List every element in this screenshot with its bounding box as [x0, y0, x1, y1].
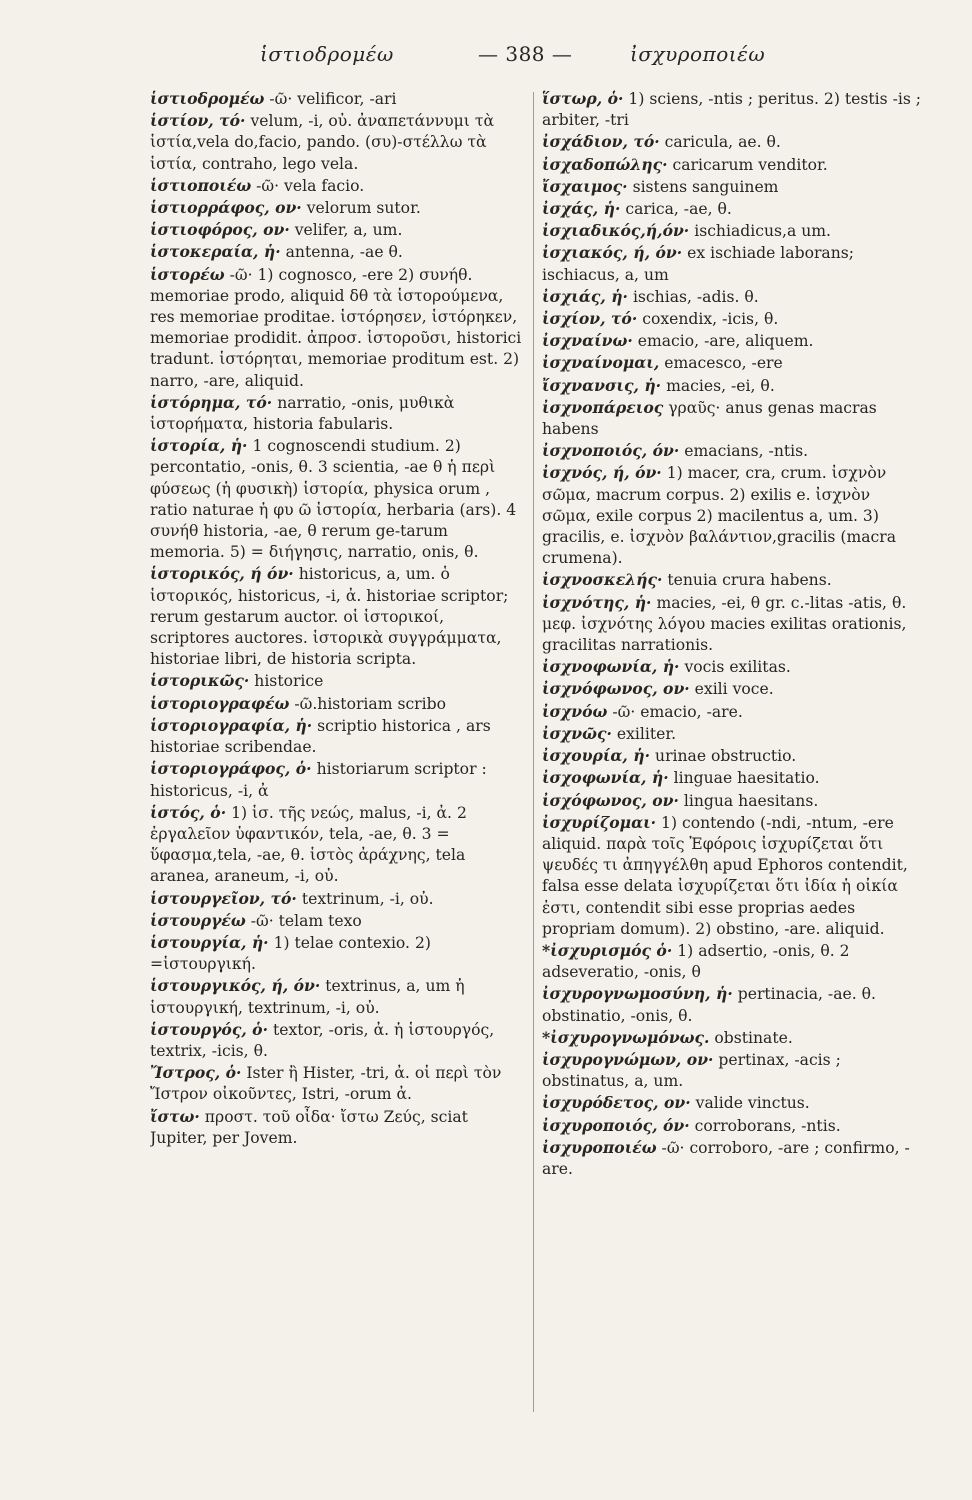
entry-definition: ischiadicus,a um.: [694, 222, 831, 241]
entry-definition: -ῶ· emacio, -are.: [612, 702, 743, 721]
entry-headword: ἰσχίον, τό·: [542, 309, 638, 329]
entry-headword: ἰσχνόω: [542, 701, 608, 721]
entry-headword: ἰσχόφωνος, ον·: [542, 790, 679, 810]
dictionary-entry: [150, 264, 525, 392]
entry-definition: valide vinctus.: [695, 1094, 810, 1113]
entry-definition: textrinus, a, um ἡ ἱστουργική, textrinum, -i, οὐ.: [150, 977, 465, 1017]
dictionary-entry: [542, 745, 922, 767]
entry-definition: corroborans, -ntis.: [694, 1116, 841, 1135]
dictionary-entry: [542, 983, 922, 1026]
entry-headword: ἱστουργός, ὁ·: [150, 1019, 269, 1039]
entry-headword: ἰσχυρογνώμων, ον·: [542, 1049, 714, 1069]
dictionary-entry: [150, 392, 525, 435]
entry-definition: velorum sutor.: [306, 199, 421, 218]
dictionary-entry: [542, 767, 922, 789]
entry-headword: ἰσχιαδικός,ή,όν·: [542, 221, 690, 241]
entry-headword: ἱστουργικός, ή, όν·: [150, 976, 321, 996]
entry-definition: macies, -ei, θ.: [666, 376, 775, 395]
dictionary-entry: [150, 932, 525, 975]
entry-headword: ἱστορία, ἡ·: [150, 436, 248, 456]
dictionary-entry: [150, 888, 525, 910]
dictionary-entry: [542, 397, 922, 440]
entry-definition: pertinacia, -ae. θ. obstinatio, -onis, θ.: [542, 985, 876, 1025]
dictionary-entry: [150, 910, 525, 932]
dictionary-entry: [150, 435, 525, 563]
dictionary-entry: [542, 569, 922, 591]
entry-definition: 1) macer, cra, crum. ἰσχνὸν σῶμα, macrum corpus. 2) exilis e. ἰσχνὸν σῶμα, exile corpus 2) macilentus a, um. 3) gracilis, e. ἰσχνὸν βαλάντιον,gracilis (macra crumena).: [542, 464, 897, 568]
entry-definition: velum, -i, οὐ. ἀναπετάννυμι τὰ ἱστία,vela do,facio, pando. (συ)-στέλλω τὰ ἱστία, contraho, lego vela.: [150, 112, 494, 173]
dictionary-entry: [542, 242, 922, 285]
dictionary-entry: [542, 131, 922, 153]
entry-definition: -ῶ.historiam scribo: [294, 694, 446, 713]
entry-headword: ἰσχυροποιέω: [542, 1137, 657, 1157]
entry-definition: caricarum venditor.: [672, 155, 828, 174]
dictionary-entry: [150, 802, 525, 888]
entry-headword: ἰσχνόφωνος, ον·: [542, 679, 690, 699]
dictionary-entry: [542, 352, 922, 374]
page-number: — 388 —: [478, 42, 573, 66]
entry-definition: obstinate.: [714, 1028, 793, 1047]
column-divider: [533, 92, 534, 1412]
dictionary-entry: [542, 1115, 922, 1137]
entry-definition: pertinax, -acis ; obstinatus, a, um.: [542, 1050, 841, 1091]
entry-definition: 1) adsertio, -onis, θ. 2 adseveratio, -onis, θ: [542, 941, 850, 982]
dictionary-entry: [542, 1049, 922, 1092]
entry-headword: *ἰσχυρογνωμόνως.: [542, 1027, 710, 1047]
entry-definition: urinae obstructio.: [655, 747, 797, 766]
entry-definition: vocis exilitas.: [684, 658, 791, 677]
entry-definition: -ῶ· velificor, -ari: [269, 90, 397, 108]
entry-definition: 1) sciens, -ntis ; peritus. 2) testis -is ; arbiter, -tri: [542, 90, 922, 130]
dictionary-entry: [542, 220, 922, 242]
entry-headword: ἱστόρημα, τό·: [150, 392, 273, 412]
entry-definition: emacio, -are, aliquem.: [637, 332, 814, 351]
entry-headword: ἰσχάδιον, τό·: [542, 132, 660, 152]
entry-headword: ἰσχαδοπώλης·: [542, 154, 668, 174]
dictionary-entry: [150, 1106, 525, 1149]
entry-headword: ἱστοκεραία, ἡ·: [150, 242, 281, 262]
entry-definition: 1) telae contexio. 2) =ἱστουργική.: [150, 933, 431, 974]
entry-definition: lingua haesitans.: [683, 791, 819, 810]
entry-definition: -ῶ· vela facio.: [256, 176, 365, 195]
entry-headword: ἱστορικός, ή όν·: [150, 564, 294, 584]
dictionary-entry: [542, 440, 922, 462]
entry-definition: exiliter.: [616, 724, 677, 743]
entry-headword: ἱστουργία, ἡ·: [150, 932, 269, 952]
entry-definition: -ῶ· telam texo: [250, 911, 362, 930]
dictionary-entry: [150, 693, 525, 715]
entry-definition: ex ischiade laborans; ischiacus, a, um: [542, 244, 855, 284]
entry-definition: 1) contendo (-ndi, -ntum, -ere aliquid. παρὰ τοῖς Ἐφόροις ἰσχυρίζεται ὅτι ψευδές τι ἀπηγγέλθη apud Ephoros contendit, falsa esse delata ἰσχυρίζεται ὅτι ἰδία ἡ οἰκία ἐστι, contendit sibi esse proprias aedes propriam domum). 2) obstino, -are. aliquid.: [542, 813, 908, 938]
entry-definition: tenuia crura habens.: [667, 571, 832, 590]
entry-definition: exili voce.: [694, 680, 774, 699]
entry-headword: ἰσχναίνω·: [542, 331, 633, 351]
entry-definition: 1 cognoscendi studium. 2) percontatio, -onis, θ. 3 scientia, -ae θ ἡ περὶ φύσεως (ἡ φυσικὴ) ἱστορία, physica orum , ratio naturae ἡ φυ ῶ ἱστορία, herbaria (ars). 4 συνήθ historia, -ae, θ rerum ge-tarum memoria. 5) = διήγησις, narratio, onis, θ.: [150, 437, 517, 562]
entry-definition: scriptio historica , ars historiae scribendae.: [150, 716, 491, 757]
dictionary-entry: [150, 241, 525, 263]
dictionary-entry: [542, 308, 922, 330]
entry-headword: ἰσχουρία, ἡ·: [542, 746, 651, 766]
entry-definition: historice: [254, 672, 324, 691]
dictionary-entry: [150, 110, 525, 175]
entry-headword: ἱστιοφόρος, ον·: [150, 220, 290, 240]
dictionary-entry: [542, 286, 922, 308]
entry-definition: ischias, -adis. θ.: [632, 287, 759, 306]
entry-definition: -ῶ· corroboro, -are ; confirmo, -are.: [542, 1138, 910, 1178]
entry-definition: γραῦς· anus genas macras habens: [542, 398, 877, 439]
entry-headword: ἰσχυρόδετος, ον·: [542, 1093, 691, 1113]
entry-headword: ἱστορικῶς·: [150, 671, 250, 691]
entry-definition: macies, -ei, θ gr. c.-litas -atis, θ. μεφ. ἰσχνότης λόγου macies exilitas orationis, gracilitas narrationis.: [542, 593, 907, 655]
entry-headword: ἱστοριογραφία, ἡ·: [150, 715, 313, 735]
dictionary-entry: [542, 656, 922, 678]
entry-headword: ἰσχνῶς·: [542, 723, 612, 743]
entry-definition: narratio, -onis, μυθικὰ ἱστορήματα, historia fabularis.: [150, 393, 455, 434]
entry-headword: ἴστω·: [150, 1106, 200, 1126]
entry-headword: ἰσχιακός, ή, όν·: [542, 243, 683, 263]
entry-headword: ἱστουργεῖον, τό·: [150, 888, 297, 908]
dictionary-entry: [542, 198, 922, 220]
entry-headword: ἰσχνοπάρειος: [542, 397, 664, 417]
entry-headword: ἰσχυρογνωμοσύνη, ἡ·: [542, 984, 733, 1004]
entry-definition: -ῶ· 1) cognosco, -ere 2) συνήθ. memoriae prodo, aliquid δθ τὰ ἱστορούμενα, res memoriae proditae. ἱστόρησεν, ἱστόρηκεν, memoriae prodidit. ἀπροσ. ἱστοροῦσι, historici tradunt. ἱστόρηται, memoriae proditum est. 2) narro, -are, aliquid.: [150, 265, 522, 390]
entry-definition: προστ. τοῦ οἶδα· ἴστω Ζεύς, sciat Jupiter, per Jovem.: [150, 1107, 468, 1147]
dictionary-entry: [542, 1027, 922, 1049]
entry-headword: ἱστοριογράφος, ὁ·: [150, 759, 312, 779]
entry-definition: 1) ἱσ. τῆς νεώς, malus, -i, ἀ. 2 ἐργαλεῖον ὑφαντικόν, tela, -ae, θ. 3 = ὕφασμα,tela, -ae, θ. ἱστὸς ἀράχνης, tela aranea, araneum, -i, οὐ.: [150, 803, 467, 886]
dictionary-entry: [542, 462, 922, 569]
dictionary-entry: [542, 1092, 922, 1114]
dictionary-entry: [150, 758, 525, 801]
entry-headword: ἰσχυρίζομαι·: [542, 812, 657, 832]
entry-headword: ἱστιορράφος, ον·: [150, 198, 302, 218]
dictionary-entry: [542, 678, 922, 700]
dictionary-entry: [542, 701, 922, 723]
entry-headword: ἰσχυροποιός, όν·: [542, 1115, 690, 1135]
entry-headword: ἰσχνός, ή, όν·: [542, 463, 662, 483]
dictionary-entry: [150, 1062, 525, 1105]
entry-headword: ἰσχνοσκελής·: [542, 570, 663, 590]
entry-headword: ἰσχνοφωνία, ἡ·: [542, 657, 680, 677]
dictionary-entry: [542, 375, 922, 397]
dictionary-entry: [150, 975, 525, 1018]
dictionary-entry: [150, 219, 525, 241]
entry-definition: emacesco, -ere: [664, 354, 783, 373]
entry-definition: linguae haesitatio.: [673, 769, 820, 788]
entry-headword: *ἰσχυρισμός ὁ·: [542, 940, 673, 960]
entry-definition: antenna, -ae θ.: [285, 243, 403, 262]
dictionary-entry: [150, 670, 525, 692]
dictionary-entry: [150, 175, 525, 197]
dictionary-entry: [542, 1137, 922, 1180]
header-left-word: ἱστιοδρομέω: [260, 42, 394, 66]
left-column: [150, 88, 525, 1418]
entry-definition: velifer, a, um.: [294, 221, 403, 240]
entry-headword: Ἴστρος, ὁ·: [150, 1063, 242, 1083]
entry-definition: coxendix, -icis, θ.: [642, 310, 779, 329]
dictionary-entry: [542, 592, 922, 657]
entry-definition: textrinum, -i, οὐ.: [301, 889, 434, 908]
entry-headword: ἱστιοποιέω: [150, 175, 252, 195]
entry-headword: ἰσχνοποιός, όν·: [542, 441, 680, 461]
dictionary-entry: [150, 1019, 525, 1062]
entry-headword: ἰσχνότης, ἡ·: [542, 592, 652, 612]
dictionary-entry: [542, 88, 922, 131]
entry-headword: ἰσχιάς, ἡ·: [542, 286, 628, 306]
entry-headword: ἱστός, ὁ·: [150, 802, 227, 822]
entry-headword: ἰσχοφωνία, ἡ·: [542, 768, 669, 788]
dictionary-entry: [150, 563, 525, 670]
dictionary-entry: [542, 790, 922, 812]
entry-definition: caricula, ae. θ.: [664, 133, 781, 152]
dictionary-entry: [542, 330, 922, 352]
dictionary-entry: [542, 812, 922, 940]
entry-headword: ἱστουργέω: [150, 910, 246, 930]
entry-headword: ἰσχναίνομαι,: [542, 353, 660, 373]
entry-definition: sistens sanguinem: [632, 177, 779, 196]
page-header: [160, 42, 850, 72]
entry-definition: historiarum scriptor : historicus, -i, ἀ: [150, 760, 487, 800]
dictionary-entry: [542, 176, 922, 198]
entry-headword: ἴσχαιμος·: [542, 176, 628, 196]
dictionary-entry: [542, 723, 922, 745]
dictionary-entry: [542, 154, 922, 176]
entry-headword: ἴσχνανσις, ἡ·: [542, 375, 662, 395]
dictionary-entry: [150, 88, 525, 110]
right-column: [542, 88, 922, 1418]
dictionary-entry: [150, 715, 525, 758]
entry-definition: carica, -ae, θ.: [625, 200, 732, 219]
header-right-word: ἰσχυροποιέω: [630, 42, 766, 66]
entry-definition: historicus, a, um. ὁ ἱστορικός, historicus, -i, ἀ. historiae scriptor; rerum gestarum auctor. οἱ ἱστορικοί, scriptores auctores. ἱστορικὰ συγγράμματα, historiae libri, de historia scripta.: [150, 565, 509, 669]
entry-headword: ἰσχάς, ἡ·: [542, 199, 621, 219]
entry-definition: Ister ἢ Hister, -tri, ἀ. οἱ περὶ τὸν Ἴστρον οἰκοῦντες, Istri, -orum ἀ.: [150, 1064, 502, 1104]
entry-definition: textor, -oris, ἀ. ἡ ἱστουργός, textrix, -icis, θ.: [150, 1020, 495, 1060]
entry-definition: emacians, -ntis.: [684, 442, 809, 461]
entry-headword: ἵστωρ, ὁ·: [542, 89, 624, 108]
dictionary-entry: [542, 940, 922, 983]
entry-headword: ἱστιοδρομέω: [150, 89, 265, 108]
entry-headword: ἱστορέω: [150, 264, 225, 284]
entry-headword: ἱστοριογραφέω: [150, 693, 290, 713]
dictionary-entry: [150, 197, 525, 219]
entry-headword: ἱστίον, τό·: [150, 111, 246, 131]
